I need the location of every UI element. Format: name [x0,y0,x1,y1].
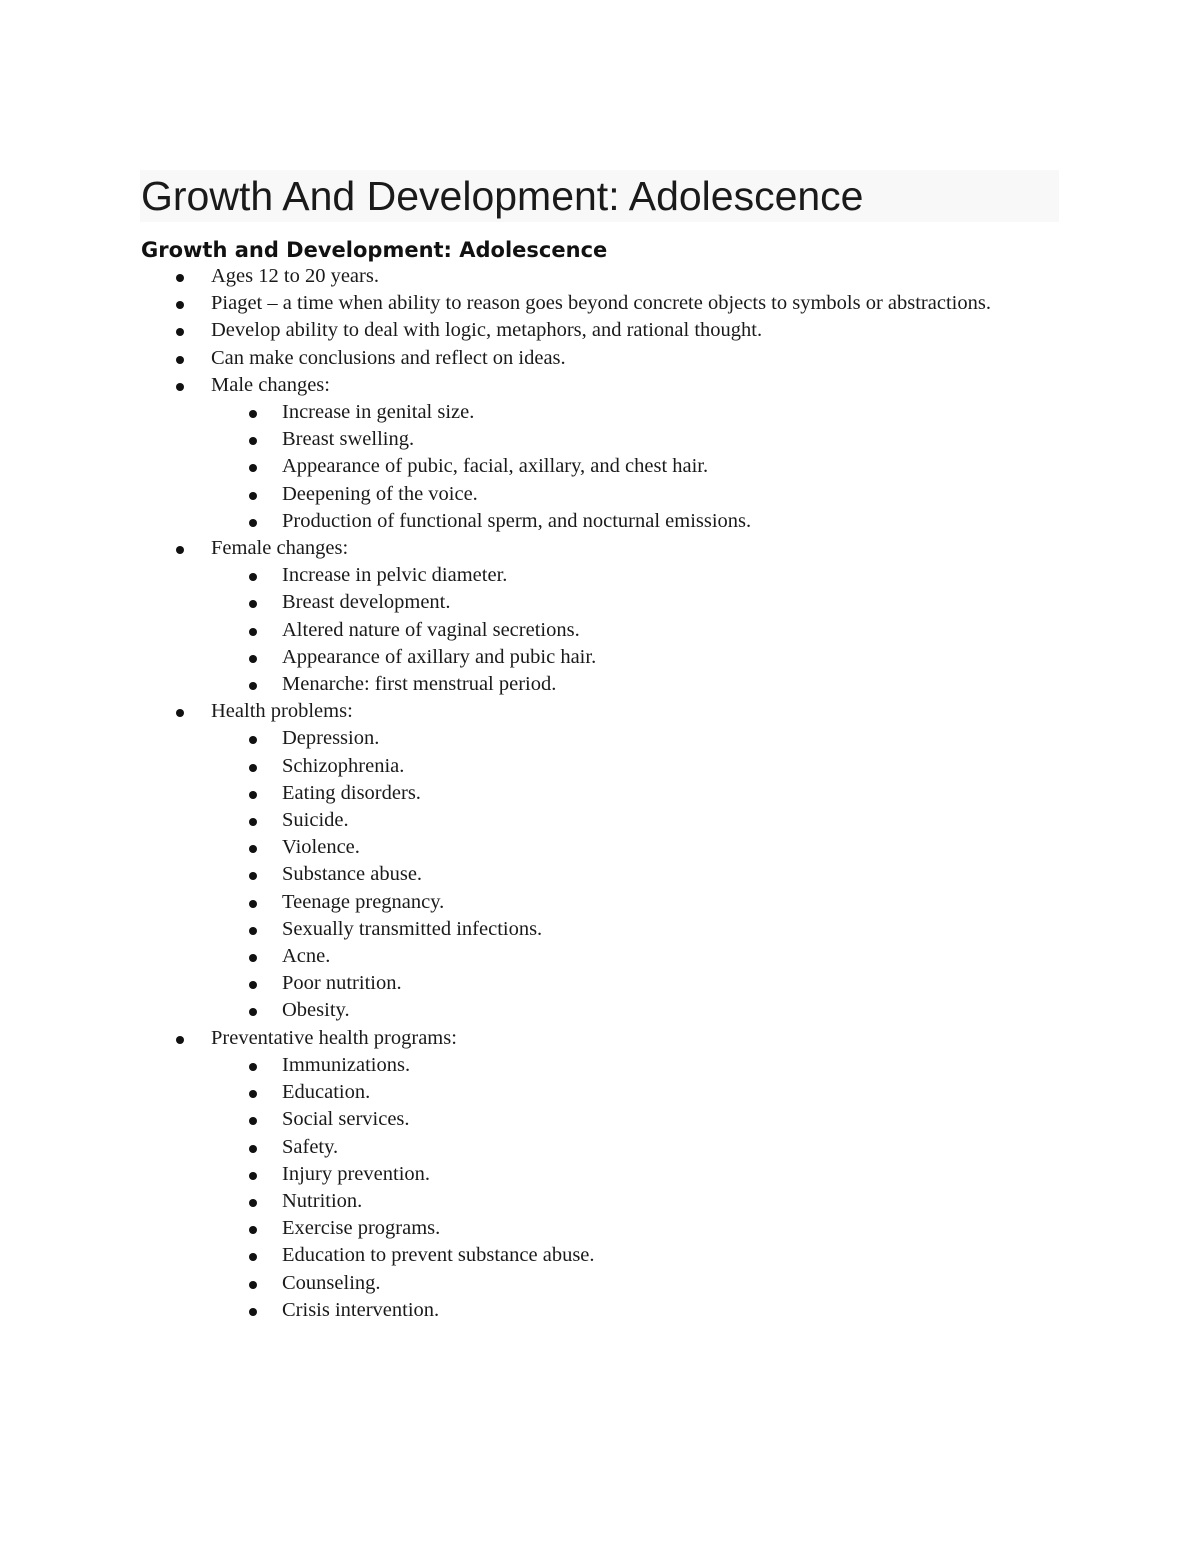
list-item [0,698,991,1024]
list-item-text: Piaget – a time when ability to reason goes beyond concrete objects to symbols or abstractions. [211,292,991,315]
list-item-text: Nutrition. [282,1189,363,1212]
list-item-text: Breast development. [282,591,451,614]
bullet-icon [249,519,257,527]
list-item-text: Education to prevent substance abuse. [282,1244,595,1267]
sub-list-item [211,1297,991,1324]
list-item [0,290,991,317]
sub-list-item [211,1052,991,1079]
sub-list-item [211,617,991,644]
list-item-text: Develop ability to deal with logic, metaphors, and rational thought. [211,319,763,342]
sub-list-item [211,780,991,807]
list-item-text: Preventative health programs: [211,1026,457,1049]
sub-list-item [211,1079,991,1106]
sub-list-item [211,889,991,916]
sub-list-item [211,997,991,1024]
bullet-icon [176,1036,184,1044]
list-item-text: Safety. [282,1135,339,1158]
list-item-text: Health problems: [211,700,353,723]
bullet-icon [249,764,257,772]
bullet-icon [249,492,257,500]
sub-list [211,1052,991,1324]
sub-list-item [211,1188,991,1215]
list-item-text: Breast swelling. [282,428,415,451]
sub-list-item [211,508,991,535]
bullet-icon [249,900,257,908]
sub-list-item [211,399,991,426]
list-item-text: Appearance of pubic, facial, axillary, and chest hair. [282,455,709,478]
sub-list-item [211,1270,991,1297]
sub-list [211,399,991,535]
bullet-icon [249,655,257,663]
list-item-text: Exercise programs. [282,1217,441,1240]
bullet-icon [249,1253,257,1261]
bullet-icon [249,845,257,853]
list-item-text: Altered nature of vaginal secretions. [282,618,580,641]
bullet-icon [249,573,257,581]
bullet-icon [249,736,257,744]
bullet-icon [249,791,257,799]
list-item-text: Substance abuse. [282,863,423,886]
bullet-icon [249,818,257,826]
sub-list-item [211,562,991,589]
bullet-icon [249,437,257,445]
list-item-text: Education. [282,1081,371,1104]
bullet-icon [176,383,184,391]
list-item-text: Male changes: [211,373,330,396]
list-item-text: Ages 12 to 20 years. [211,265,379,287]
bullet-icon [176,546,184,554]
sub-list-item [211,916,991,943]
page-title: Growth And Development: Adolescence [141,173,864,219]
sub-list-item [211,1134,991,1161]
bullet-list [0,263,991,1324]
bullet-icon [249,410,257,418]
bullet-icon [249,1090,257,1098]
list-item-text: Increase in pelvic diameter. [282,564,508,587]
bullet-icon [249,1145,257,1153]
sub-list-item [211,1161,991,1188]
list-item-text: Obesity. [282,999,350,1022]
bullet-icon [249,872,257,880]
bullet-icon [249,1199,257,1207]
list-item-text: Eating disorders. [282,781,421,804]
sub-list-item [211,589,991,616]
bullet-icon [249,1117,257,1125]
sub-list-item [211,725,991,752]
sub-list-item [211,753,991,780]
list-item-text: Female changes: [211,537,349,560]
list-item-text: Immunizations. [282,1053,411,1076]
bullet-icon [176,301,184,309]
list-item-text: Counseling. [282,1271,381,1294]
list-item-text: Social services. [282,1108,410,1131]
sub-list-item [211,807,991,834]
list-item-text: Appearance of axillary and pubic hair. [282,645,597,668]
sub-list-item [211,970,991,997]
sub-list-item [211,671,991,698]
list-item [0,535,991,698]
sub-list [211,562,991,698]
bullet-icon [249,1063,257,1071]
sub-list-item [211,861,991,888]
bullet-icon [249,1172,257,1180]
bullet-icon [249,1008,257,1016]
sub-list-item [211,453,991,480]
list-item [0,317,991,344]
sub-list-item [211,426,991,453]
list-item-text: Violence. [282,836,360,859]
bullet-icon [249,1281,257,1289]
sub-list-item [211,1242,991,1269]
section-heading: Growth and Development: Adolescence [141,238,608,262]
bullet-icon [249,600,257,608]
list-item [0,1025,991,1324]
bullet-icon [249,927,257,935]
list-item [0,372,991,535]
sub-list-item [211,1215,991,1242]
list-item-text: Can make conclusions and reflect on ideas. [211,346,566,369]
list-item-text: Poor nutrition. [282,972,402,995]
bullet-icon [176,328,184,336]
sub-list-item [211,1106,991,1133]
list-item [0,345,991,372]
list-item-text: Schizophrenia. [282,754,405,777]
sub-list-item [211,644,991,671]
list-item-text: Teenage pregnancy. [282,890,445,913]
list-item-text: Crisis intervention. [282,1298,440,1321]
bullet-icon [249,1308,257,1316]
sub-list-item [211,834,991,861]
bullet-icon [176,356,184,364]
sub-list-item [211,481,991,508]
list-item-text: Suicide. [282,809,349,832]
list-item-text: Menarche: first menstrual period. [282,673,557,696]
list-item-text: Depression. [282,727,380,750]
list-item-text: Sexually transmitted infections. [282,917,543,940]
bullet-icon [176,274,184,282]
bullet-icon [249,981,257,989]
bullet-icon [249,464,257,472]
bullet-icon [249,954,257,962]
sub-list-item [211,943,991,970]
sub-list [211,725,991,1024]
list-item-text: Deepening of the voice. [282,482,478,505]
list-item [0,263,991,290]
bullet-icon [249,682,257,690]
list-item-text: Increase in genital size. [282,401,475,424]
list-item-text: Acne. [282,945,331,968]
bullet-icon [249,628,257,636]
bullet-icon [176,709,184,717]
list-item-text: Injury prevention. [282,1162,431,1185]
list-item-text: Production of functional sperm, and nocturnal emissions. [282,509,752,532]
bullet-icon [249,1226,257,1234]
